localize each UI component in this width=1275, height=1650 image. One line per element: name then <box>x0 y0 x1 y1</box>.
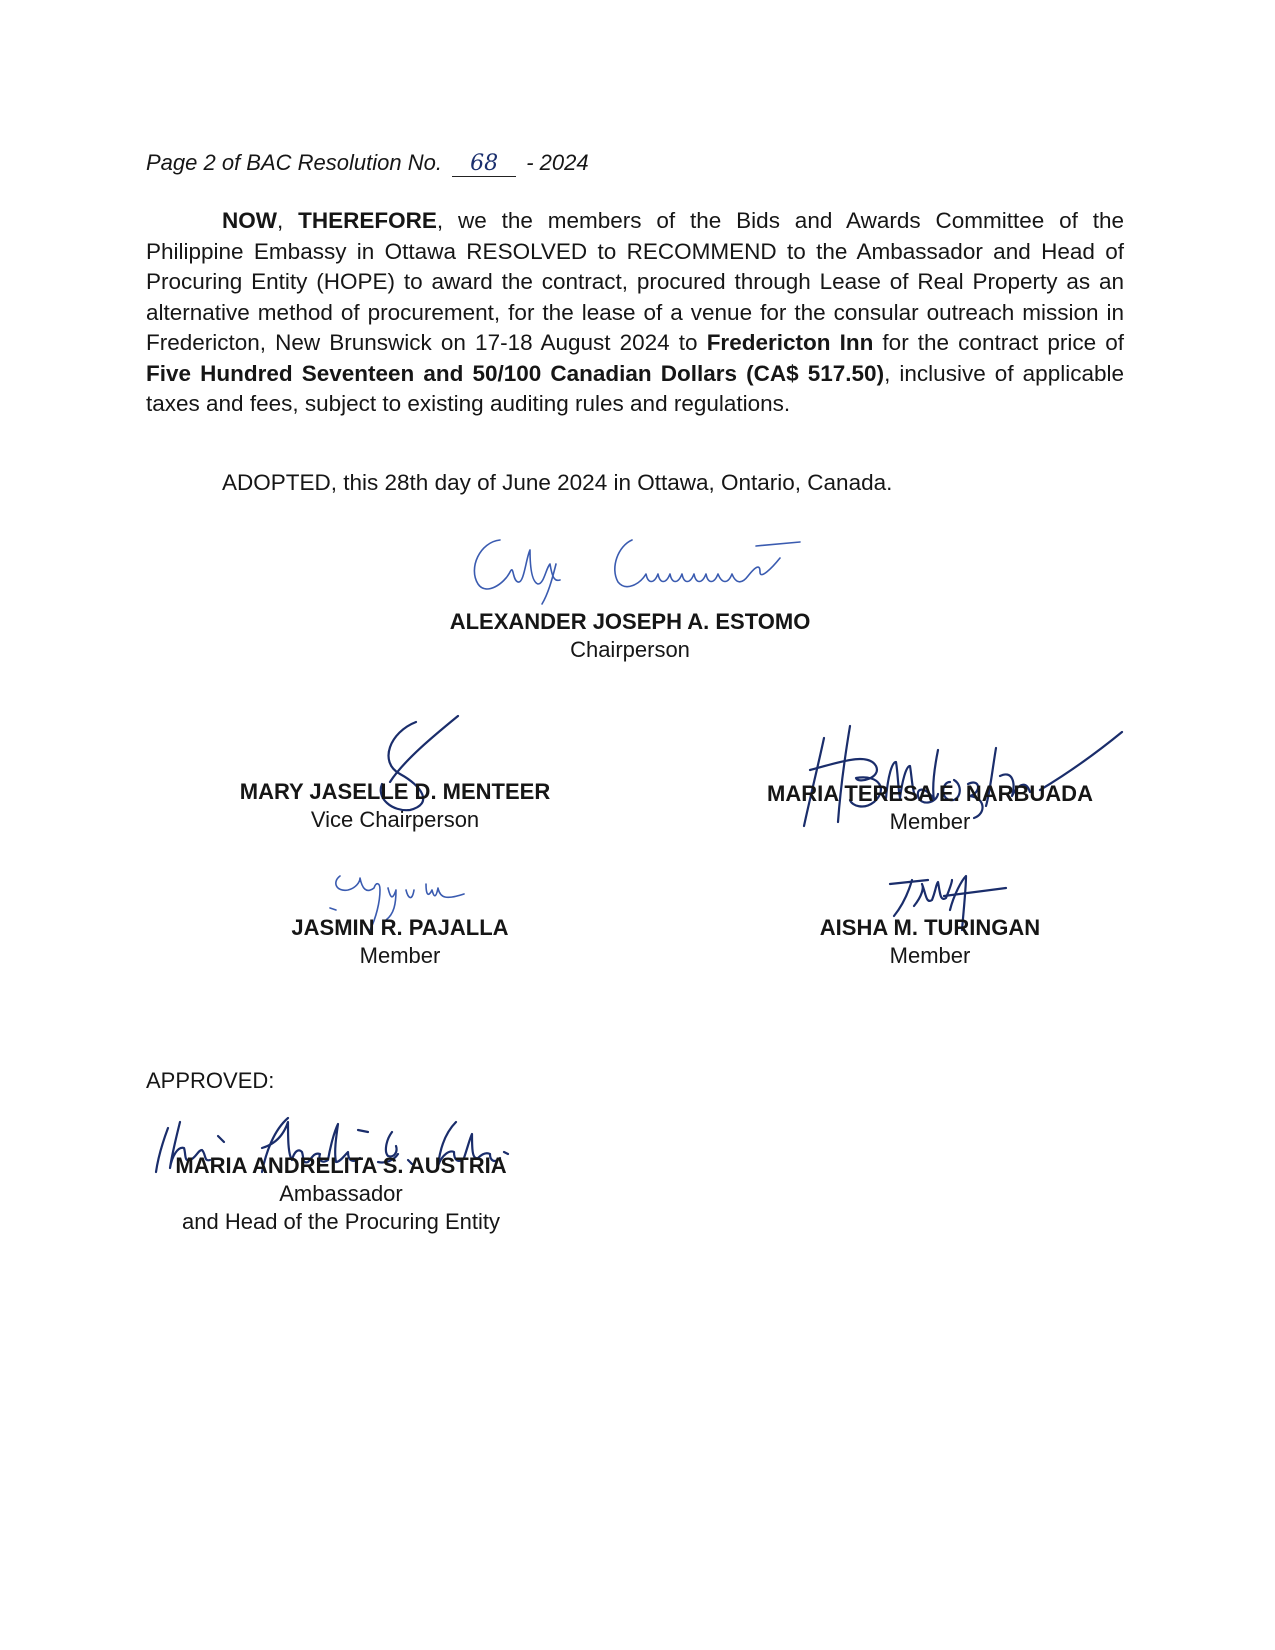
narbuada-role: Member <box>889 809 971 834</box>
resolution-number: 68 <box>452 151 516 177</box>
vice-chair-name: MARY JASELLE D. MENTEER <box>239 779 551 804</box>
chair-block <box>440 608 820 664</box>
chair-name: ALEXANDER JOSEPH A. ESTOMO <box>449 609 811 634</box>
turingan-role: Member <box>889 943 971 968</box>
now-keyword: NOW <box>222 208 277 233</box>
pajalla-block <box>195 914 605 970</box>
vice-chair-role: Vice Chairperson <box>310 807 480 832</box>
resolution-paragraph <box>146 206 1124 420</box>
turingan-name: AISHA M. TURINGAN <box>819 915 1041 940</box>
ambassador-block <box>136 1152 546 1236</box>
narbuada-block <box>720 780 1140 836</box>
ambassador-role-1: Ambassador <box>279 1181 403 1206</box>
turingan-block <box>720 914 1140 970</box>
resolution-text-3: , inclusive of applicable taxes and fees, subject to existing auditing rules and regulations. <box>146 360 1124 416</box>
narbuada-name: MARIA TERESA E. NARBUADA <box>767 781 1093 806</box>
header-year: - 2024 <box>526 150 589 175</box>
therefore-keyword: THEREFORE <box>298 208 437 233</box>
awardee-name: Fredericton Inn <box>706 330 874 355</box>
ambassador-name: MARIA ANDRELITA S. AUSTRIA <box>175 1153 507 1178</box>
chair-role: Chairperson <box>570 637 690 662</box>
comma-text: , <box>277 208 299 233</box>
resolution-text-2: for the contract price of <box>873 330 1124 355</box>
pajalla-name: JASMIN R. PAJALLA <box>291 915 509 940</box>
approved-label: APPROVED: <box>146 1068 275 1093</box>
vice-chair-block <box>190 778 600 834</box>
header-prefix: Page 2 of BAC Resolution No. <box>146 150 442 175</box>
adopted-statement: ADOPTED, this 28th day of June 2024 in Ottawa, Ontario, Canada. <box>222 470 893 495</box>
resolution-text-1: , we the members of the Bids and Awards Committee of the Philippine Embassy in Ottawa RESOLVED to RECOMMEND to the Ambassador and Head of Procuring Entity (HOPE) to award the contract, procured through Lease of Real Property as an alternative method of procurement, for the lease of a venue for the consular outreach mission in Fredericton, New Brunswick on 17-18 August 2024 to <box>146 208 1124 355</box>
contract-amount: Five Hundred Seventeen and 50/100 Canadian Dollars (CA$ 517.50) <box>146 360 885 386</box>
chair-signature <box>460 528 840 608</box>
pajalla-role: Member <box>359 943 441 968</box>
page-header <box>146 150 589 177</box>
ambassador-role-2: and Head of the Procuring Entity <box>182 1209 500 1234</box>
